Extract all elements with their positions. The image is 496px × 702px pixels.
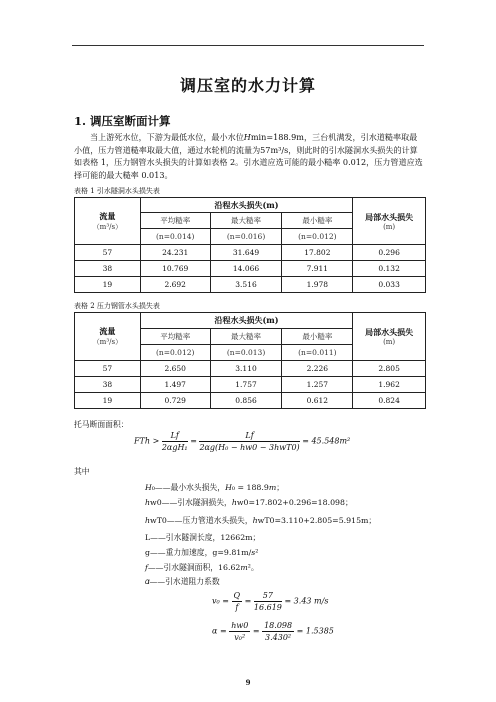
table-cell: 14.066	[210, 261, 282, 277]
table-cell: 1.978	[282, 277, 353, 293]
table-cell: 0.824	[353, 393, 426, 409]
page-number: 9	[245, 678, 251, 687]
table-cell: 24.231	[140, 245, 210, 261]
header-rule	[72, 45, 424, 46]
table-cell: 3.516	[210, 277, 282, 293]
table-cell: 0.033	[353, 277, 426, 293]
table1	[74, 197, 426, 293]
table-row	[75, 393, 426, 409]
table-cell: 0.729	[140, 393, 210, 409]
table-cell: 1.962	[353, 377, 426, 393]
table-row	[75, 245, 426, 261]
table-row	[75, 261, 426, 277]
table-cell: 1.497	[140, 377, 210, 393]
table-cell: 2.692	[140, 277, 210, 293]
table-cell: 19	[75, 393, 141, 409]
table-cell: 7.911	[282, 261, 353, 277]
def-hw0: ℎw0——引水隧洞损失，ℎw0=17.802+0.296=18.098；	[145, 498, 353, 507]
table-row	[75, 361, 426, 377]
table2-sub-n: (n=0.011)	[282, 345, 353, 361]
where-label: 其中	[74, 467, 90, 476]
table-cell: 1.757	[210, 377, 282, 393]
table-row	[75, 277, 426, 293]
table-cell: 3.110	[210, 361, 282, 377]
table2-flow-header: 流量 （m³/s）	[75, 313, 141, 361]
table2-sub-n: (n=0.013)	[210, 345, 282, 361]
table2-local-header: 局部水头损失 (m)	[353, 313, 426, 361]
table-cell: 1.257	[282, 377, 353, 393]
table1-sub-n: (n=0.014)	[140, 229, 210, 245]
table1-flow-header: 流量 （m³/s）	[75, 198, 141, 245]
table-cell: 10.769	[140, 261, 210, 277]
table1-sub-n: (n=0.012)	[282, 229, 353, 245]
table2	[74, 312, 426, 409]
table-cell: 19	[75, 277, 141, 293]
table1-sub-n: (n=0.016)	[210, 229, 282, 245]
table-cell: 0.856	[210, 393, 282, 409]
def-gravity: g——重力加速度，g=9.81m/𝑠²	[145, 548, 259, 557]
table-cell: 38	[75, 377, 141, 393]
table-cell: 0.132	[353, 261, 426, 277]
def-h0: 𝐻₀——最小水头损失，𝐻₀ = 188.9𝑚；	[145, 483, 285, 492]
thoma-formula: 𝐹Th > $\frac{\text{𝐿𝑓}}{\text{2𝛼𝑔𝐻₁}}$ = $\frac{\text{𝐿𝑓}}{\text{2𝛼𝑔(𝐻₀ − ℎw0 − 3ℎwT0)}}$ = 45.548𝑚²	[134, 431, 351, 452]
table-cell: 2.805	[353, 361, 426, 377]
table-cell: 38	[75, 261, 141, 277]
table-cell: 31.649	[210, 245, 282, 261]
table1-group-header: 沿程水头损失(m)	[140, 198, 352, 213]
table2-sub-name: 最大糙率	[210, 329, 282, 345]
table-cell: 57	[75, 361, 141, 377]
table-cell: 17.802	[282, 245, 353, 261]
table1-sub-name: 最大糙率	[210, 213, 282, 229]
table-cell: 2.650	[140, 361, 210, 377]
table1-local-header: 局部水头损失 (m)	[353, 198, 426, 245]
def-alpha: 𝛼——引水道阻力系数	[145, 577, 220, 586]
velocity-formula: 𝑣₀ = $\frac{\text{𝑄}}{\text{𝑓}}$ = $\frac{57}{16.619}$ = 3.43 𝑚/𝑠	[212, 591, 329, 612]
table-cell: 0.296	[353, 245, 426, 261]
table-cell: 0.612	[282, 393, 353, 409]
section-heading: 1. 调压室断面计算	[74, 114, 171, 128]
intro-paragraph: 当上游死水位，下游为最低水位，最小水位𝐻min=188.9m，三台机满发，引水道糙率取最小值，压力管道糙率取最大值，通过水轮机的流量为57m³/s，则此时的引水隧洞水头损失的计算如表格 1，压力钢管水头损失的计算如表格 2。引水道应选可能的最小糙率 0.012，压力管道应选择可能的最大糙率 0.013。	[74, 132, 423, 180]
def-area: 𝑓——引水隧洞面积，16.62𝑚²。	[145, 563, 259, 572]
table2-sub-name: 平均糙率	[140, 329, 210, 345]
table2-group-header: 沿程水头损失(m)	[140, 313, 352, 329]
table2-caption: 表格 2 压力钢管水头损失表	[74, 302, 160, 310]
table1-sub-name: 平均糙率	[140, 213, 210, 229]
table1-sub-name: 最小糙率	[282, 213, 353, 229]
alpha-formula: α = $\frac{\text{ℎw0}}{\text{𝑣₀²}}$ = $\frac{18.098}{\text{3.430²}}$ = 1.5385	[212, 621, 334, 642]
table-row	[75, 377, 426, 393]
def-hwt0: ℎwT0——压力管道水头损失，ℎwT0=3.110+2.805=5.915m；	[145, 516, 377, 525]
table2-sub-n: (n=0.012)	[140, 345, 210, 361]
table-cell: 2.226	[282, 361, 353, 377]
def-length: L——引水隧洞长度，12662m；	[145, 533, 261, 542]
table1-caption: 表格 1 引水隧洞水头损失表	[74, 187, 160, 195]
table-cell: 57	[75, 245, 141, 261]
page-title: 调压室的水力计算	[179, 76, 316, 95]
thoma-label: 托马断面面积：	[74, 420, 129, 429]
table2-sub-name: 最小糙率	[282, 329, 353, 345]
